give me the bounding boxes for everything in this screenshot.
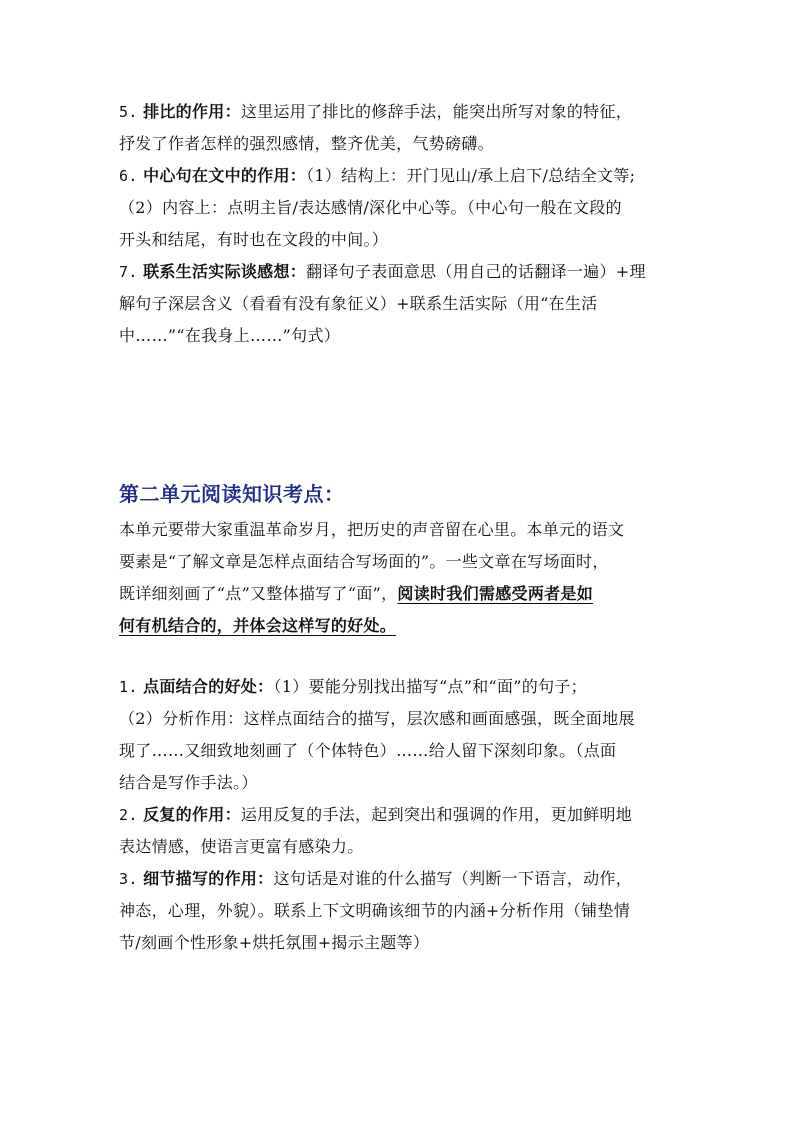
item-1-text-continued: （2）分析作用：这样点面结合的描写，层次感和画面感强，既全面地展 [119,709,635,728]
item-5-line-1 [119,96,679,128]
intro-line-4 [119,610,679,642]
item-6-text: （1）结构上：开门见山/承上启下/总结全文等; [306,166,636,185]
item-2-label: 反复的作用： [143,805,241,824]
item-6-text-end: 开头和结尾，有时也在文段的中间。） [119,230,389,249]
item-6-line-3 [119,224,679,256]
section-heading: 第二单元阅读知识考点： [119,482,345,506]
item-3-line-3 [119,927,679,959]
item-1-line-1 [119,671,679,703]
item-1-line-4 [119,767,679,799]
item-7-text-end: 中……”“在我身上……”句式） [119,326,341,345]
item-3-number: 3. [119,870,138,888]
intro-line-2 [119,546,679,578]
item-6-number: 6. [119,167,138,185]
item-5-text-continued: 抒发了作者怎样的强烈感情，整齐优美，气势磅礴。 [119,134,494,153]
item-7-number: 7. [119,263,138,281]
item-3-label: 细节描写的作用： [143,869,274,888]
intro-line-3 [119,578,679,610]
item-7-label: 联系生活实际谈感想： [143,262,307,281]
item-2-number: 2. [119,806,138,824]
item-6-text-continued: （2）内容上：点明主旨/表达感情/深化中心等。（中心句一般在文段的 [119,198,622,217]
item-7-line-3 [119,320,679,352]
intro-text-2: 要素是“了解文章是怎样点面结合写场面的”。一些文章在写场面时， [119,552,609,571]
item-3-text: 这句话是对谁的什么描写（判断一下语言，动作， [273,869,633,888]
item-1-line-2 [119,703,679,735]
item-5-text: 这里运用了排比的修辞手法，能突出所写对象的特征， [240,102,633,121]
item-7-text-continued: 解句子深层含义（看看有没有象征义）+联系生活实际（用“在生活 [119,294,598,313]
item-5-number: 5. [119,103,138,121]
intro-emphasis-2: 何有机结合的，并体会这样写的好处。 [119,616,397,635]
item-1-text-continued-2: 现了……又细致地刻画了（个体特色）……给人留下深刻印象。（点面 [119,741,617,760]
intro-text-1: 本单元要带大家重温革命岁月，把历史的声音留在心里。本单元的语文 [119,520,625,539]
item-7-text: 翻译句子表面意思（用自己的话翻译一遍）+理 [306,262,646,281]
intro-text-3: 既详细刻画了“点”又整体描写了“面”， [119,584,398,603]
item-6-line-1 [119,160,679,192]
item-2-text-end: 表达情感，使语言更富有感染力。 [119,837,364,856]
item-2-line-1 [119,799,679,831]
item-5-label: 排比的作用： [143,102,241,121]
item-2-text: 运用反复的手法，起到突出和强调的作用，更加鲜明地 [240,805,633,824]
item-3-text-continued: 神态，心理，外貌）。联系上下文明确该细节的内涵+分析作用（铺垫情 [119,901,631,920]
item-6-label: 中心句在文中的作用： [143,166,307,185]
item-7-line-2 [119,288,679,320]
item-5-line-2 [119,128,679,160]
item-7-line-1 [119,256,679,288]
item-2-line-2 [119,831,679,863]
item-1-text-end: 结合是写作手法。） [119,773,258,792]
item-3-line-2 [119,895,679,927]
item-1-number: 1. [119,678,138,696]
item-3-text-end: 节/刻画个性形象+烘托氛围+揭示主题等） [119,933,430,952]
intro-emphasis-1: 阅读时我们需感受两者是如 [397,584,594,603]
intro-line-1 [119,514,679,546]
item-1-text: （1）要能分别找出描写“点”和“面”的句子； [273,677,587,696]
item-1-line-3 [119,735,679,767]
item-1-label: 点面结合的好处： [143,677,274,696]
item-3-line-1 [119,863,679,895]
item-6-line-2 [119,192,679,224]
